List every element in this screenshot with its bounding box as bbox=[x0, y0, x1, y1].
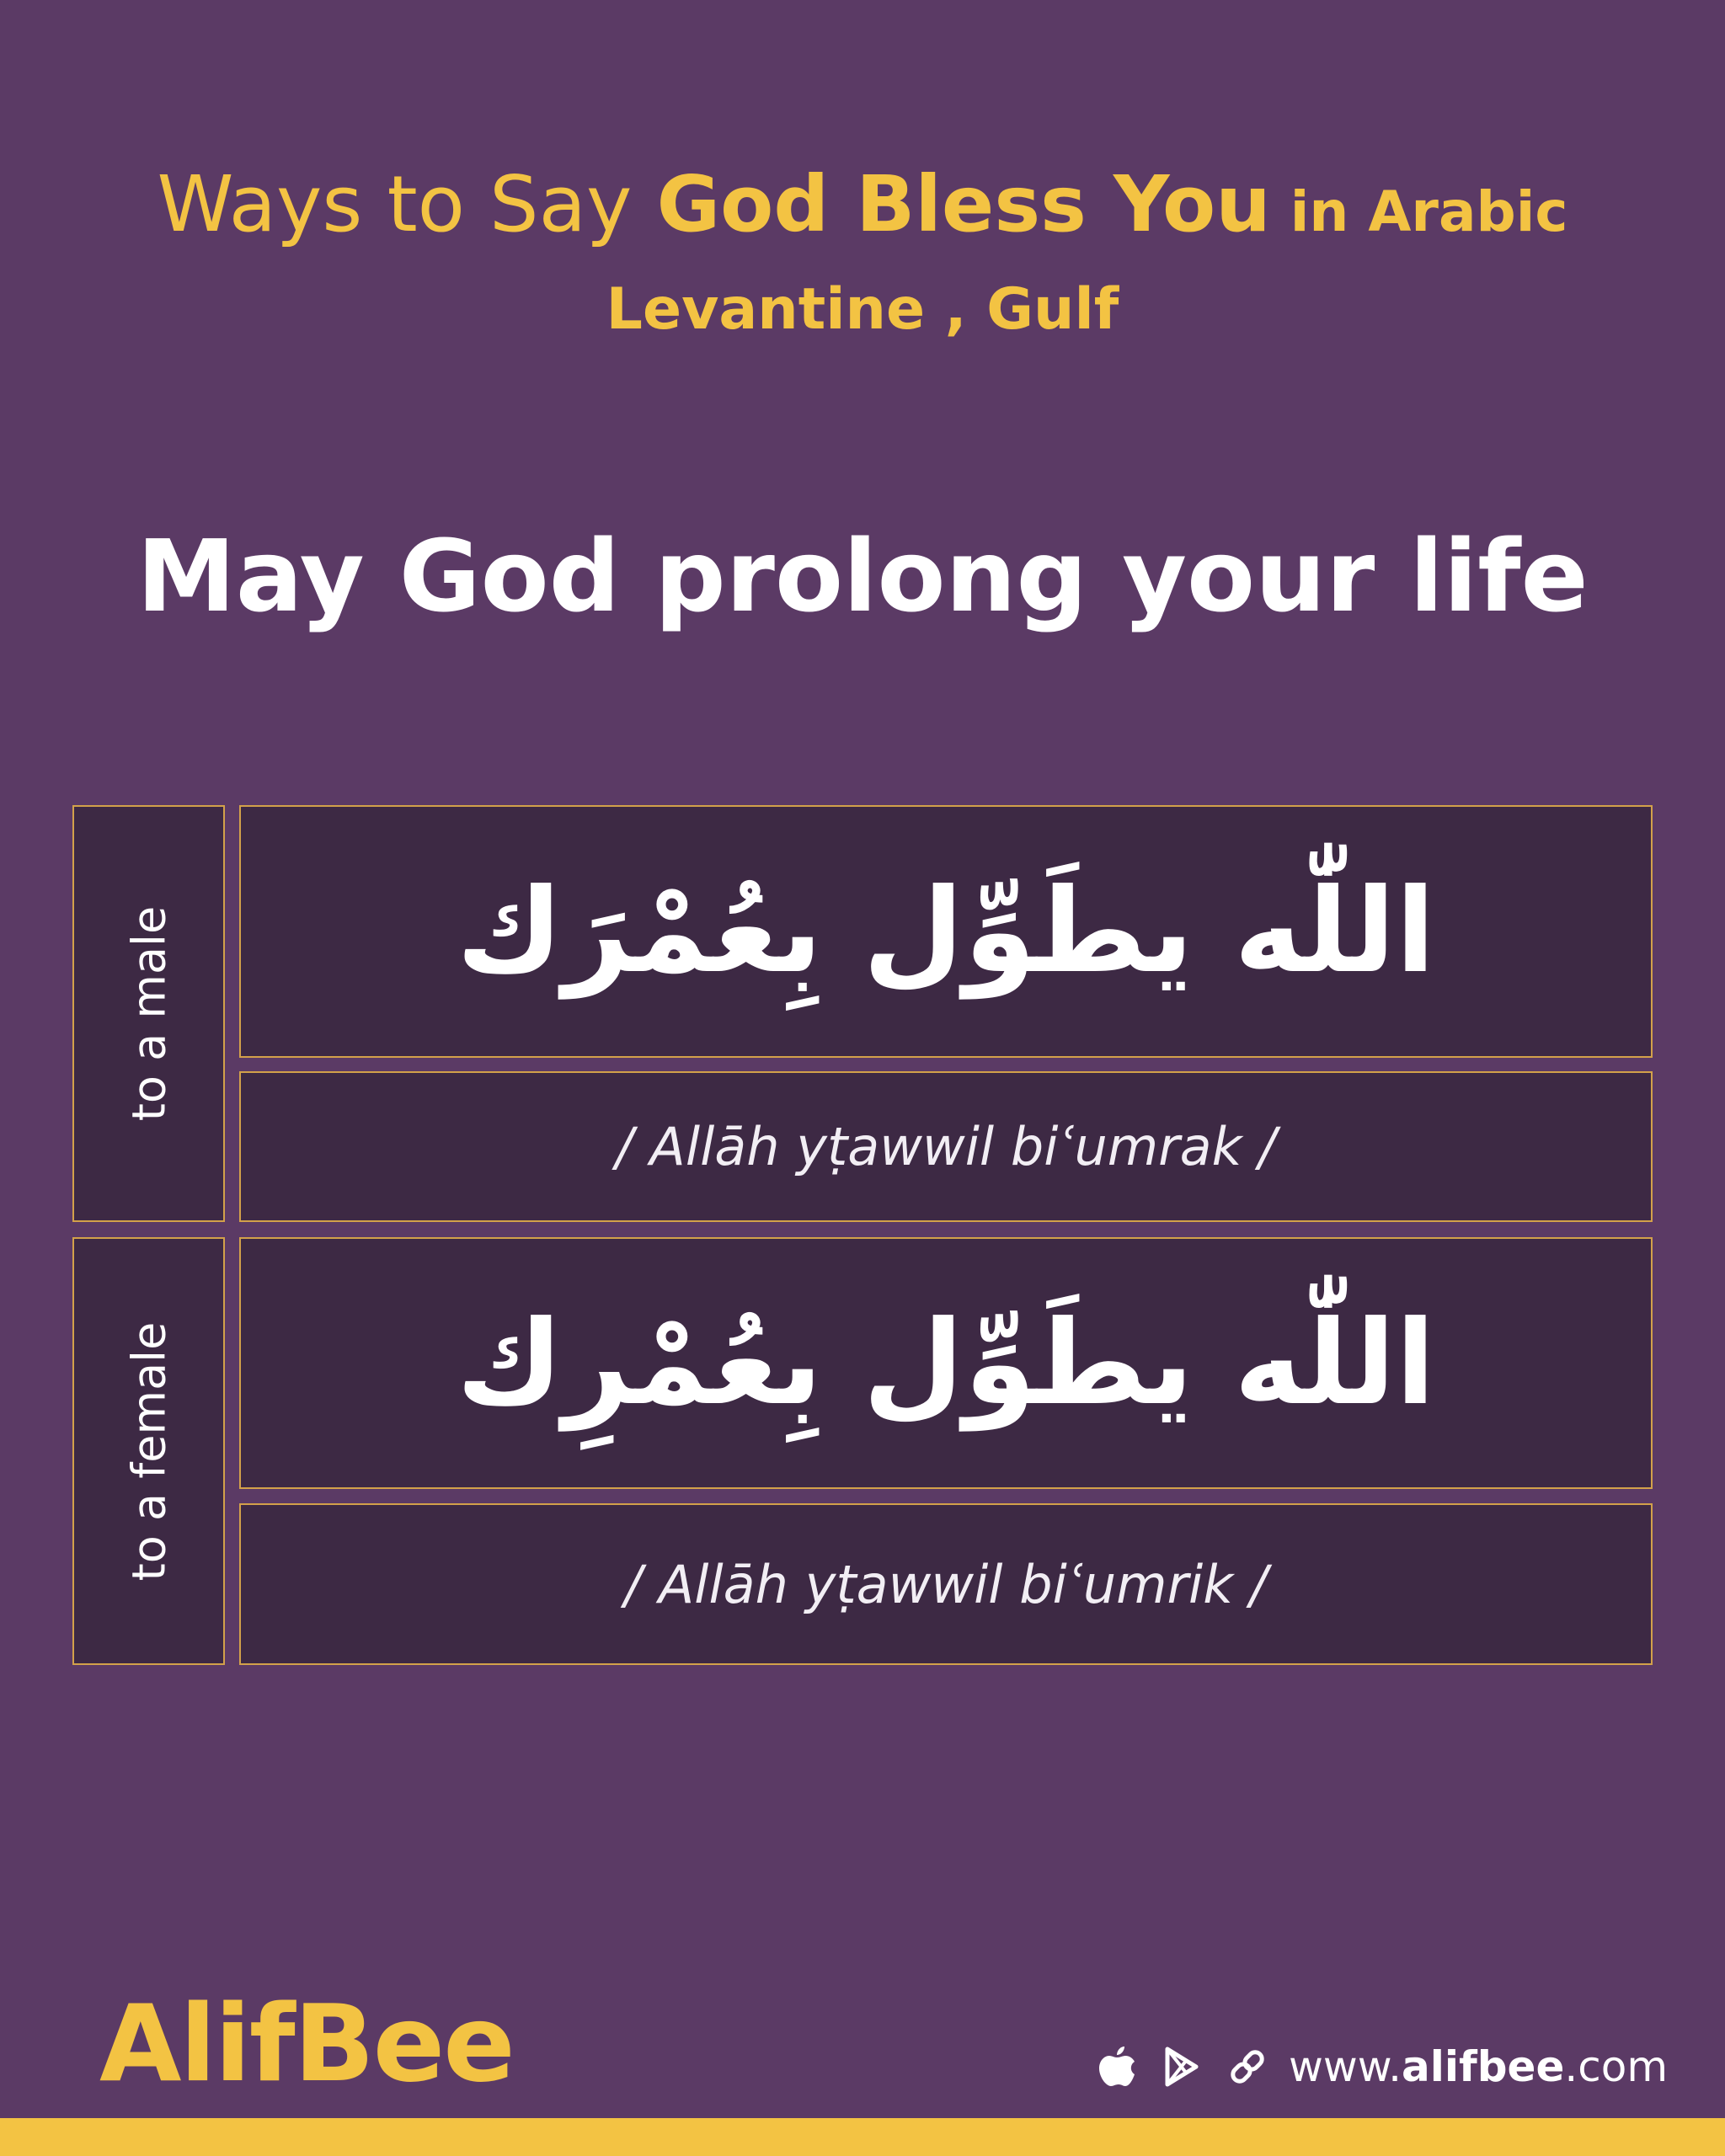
arabic-text-female: اللّٰه يطَوِّل بِعُمْرِك bbox=[456, 1294, 1436, 1431]
title-emphasis: God Bless You bbox=[656, 159, 1271, 249]
header bbox=[0, 160, 1725, 343]
label-box-female bbox=[72, 1237, 225, 1665]
label-male: to a male bbox=[122, 905, 175, 1122]
title-part-1: Ways to Say bbox=[157, 159, 657, 249]
website-prefix: www. bbox=[1289, 2042, 1402, 2091]
page-title bbox=[0, 160, 1725, 249]
footer-icons bbox=[1097, 2043, 1268, 2090]
link-icon[interactable] bbox=[1226, 2046, 1268, 2088]
transliteration-male: / Allāh yṭawwil biʿumrak / bbox=[615, 1116, 1277, 1177]
alifbee-logo[interactable]: AlifBee bbox=[99, 1982, 514, 2105]
label-female: to a female bbox=[122, 1321, 176, 1581]
apple-icon[interactable] bbox=[1097, 2043, 1137, 2090]
dialect-subtitle: Levantine , Gulf bbox=[606, 275, 1119, 343]
english-phrase: May God prolong your life bbox=[136, 518, 1589, 634]
transliteration-female: / Allāh yṭawwil biʿumrik / bbox=[624, 1553, 1268, 1615]
google-play-icon[interactable] bbox=[1162, 2046, 1201, 2088]
title-part-2: in Arabic bbox=[1270, 179, 1568, 244]
label-box-male bbox=[72, 805, 225, 1222]
website-domain: alifbee bbox=[1401, 2042, 1565, 2091]
translit-box-female bbox=[239, 1503, 1653, 1665]
website-link[interactable] bbox=[1289, 2041, 1668, 2092]
bottom-accent-bar bbox=[0, 2118, 1725, 2156]
arabic-box-male bbox=[239, 805, 1653, 1058]
arabic-box-female bbox=[239, 1237, 1653, 1489]
translit-box-male bbox=[239, 1071, 1653, 1222]
website-suffix: .com bbox=[1564, 2042, 1669, 2091]
arabic-text-male: اللّٰه يطَوِّل بِعُمْرَك bbox=[456, 863, 1436, 1000]
